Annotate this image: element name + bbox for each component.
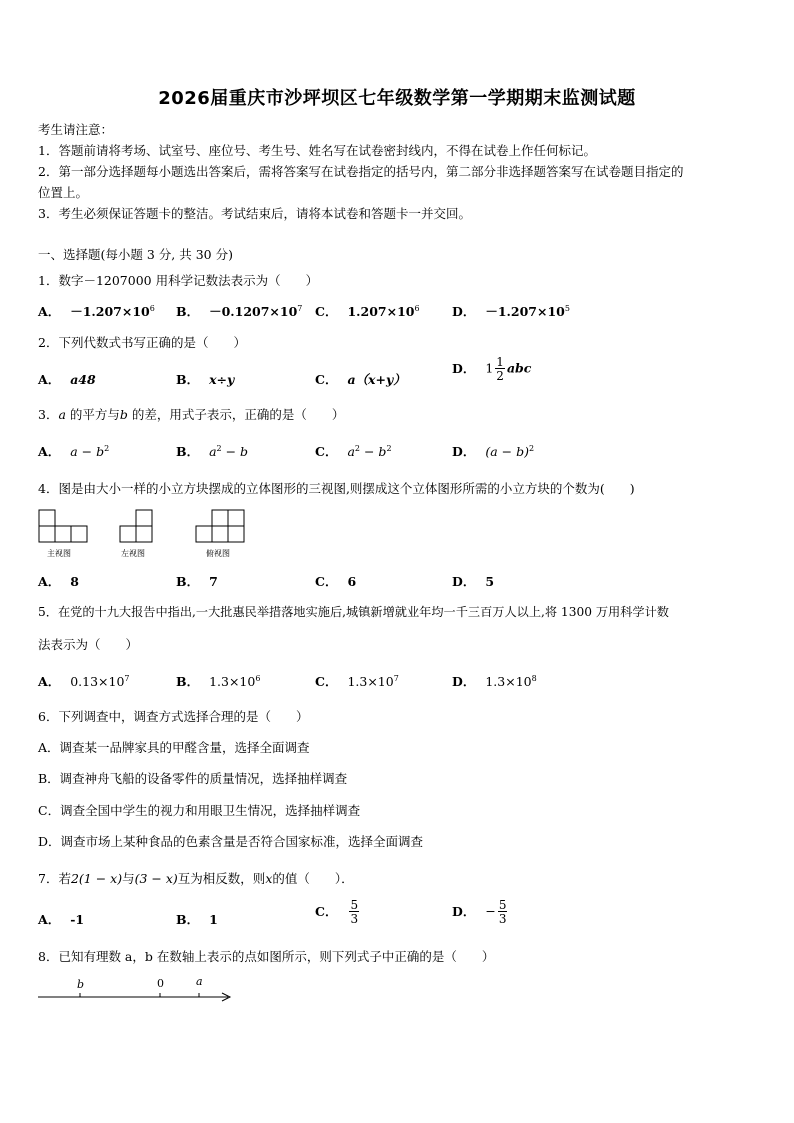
number-line-label-b: b (77, 978, 85, 991)
q7-option-d: D． − $\frac{5}{3}$ (452, 898, 507, 926)
notice-item-1: 1．答题前请将考场、试室号、座位号、考生号、姓名写在试卷密封线内，不得在试卷上作任何标记。 (38, 143, 596, 158)
q5-option-c: C． $1.3\times 10^7$ (315, 673, 399, 689)
notice-item-2-cont: 位置上。 (38, 185, 89, 200)
q7-option-b: B． 1 (176, 912, 218, 927)
page-title: 2026届重庆市沙坪坝区七年级数学第一学期期末监测试题 (158, 88, 636, 109)
q4-option-d: D． 5 (452, 574, 495, 589)
q6-option-c: C．调查全国中学生的视力和用眼卫生情况，选择抽样调查 (38, 803, 361, 818)
front-view-figure (38, 509, 90, 543)
q2-option-b: B． x÷y (176, 372, 235, 387)
q6-option-b: B．调查神舟飞船的设备零件的质量情况，选择抽样调查 (38, 771, 348, 786)
q2-option-a: A． a48 (38, 372, 96, 387)
question-6-stem: 6．下列调查中，调查方式选择合理的是（ ） (38, 709, 309, 724)
question-2-stem: 2．下列代数式书写正确的是（ ） (38, 335, 246, 350)
q6-option-d: D．调查市场上某种食品的色素含量是否符合国家标准，选择全面调查 (38, 834, 424, 849)
q4-option-a: A． 8 (38, 574, 79, 589)
q7-option-c: C． $\frac{5}{3}$ (315, 898, 359, 926)
q5-option-d: D． $1.3\times 10^8$ (452, 673, 537, 689)
number-line-label-zero: 0 (157, 977, 164, 990)
side-view-label: 左视图 (121, 549, 145, 558)
q4-option-b: B． 7 (176, 574, 218, 589)
q1-option-c: C． $1.207\times 10^6$ (315, 303, 420, 319)
side-view-figure (119, 509, 155, 543)
question-5-stem: 5．在党的十九大报告中指出,一大批惠民举措落地实施后,城镇新增就业年均一千三百万人以上,将 1300 万用科学计数 (38, 605, 669, 619)
question-8-stem: 8．已知有理数 a，b 在数轴上表示的点如图所示，则下列式子中正确的是（ ） (38, 949, 495, 964)
q3-option-c: C． $a^2 - b^2$ (315, 443, 392, 459)
q1-option-a: A． $-1.207\times 10^6$ (38, 303, 155, 319)
q3-option-a: A． $a - b^2$ (38, 443, 110, 459)
q1-option-d: D． $-1.207\times 10^5$ (452, 303, 570, 319)
question-4-stem: 4．图是由大小一样的小立方块摆成的立体图形的三视图,则摆成这个立体图形所需的小立方块的个数为( ) (38, 481, 635, 496)
notice-heading: 考生请注意： (38, 122, 114, 137)
q1-option-b: B． $-0.1207\times 10^7$ (176, 303, 303, 319)
q2-option-d: D． 1 $\frac{1}{2}$ abc (452, 355, 532, 383)
number-line-figure (36, 975, 236, 1005)
front-view-label: 主视图 (47, 549, 71, 558)
q6-option-a: A．调查某一品牌家具的甲醛含量，选择全面调查 (38, 740, 310, 755)
q3-option-d: D． $(a - b)^2$ (452, 443, 535, 459)
question-5-stem-cont: 法表示为（ ） (38, 637, 139, 652)
q2-option-c: C． a（x+y） (315, 372, 406, 387)
q4-option-c: C． 6 (315, 574, 357, 589)
section-heading: 一、选择题(每小题 3 分, 共 30 分) (38, 247, 233, 262)
q7-option-a: A． -1 (38, 912, 85, 927)
q5-option-b: B． $1.3\times 10^6$ (176, 673, 261, 689)
question-1-stem: 1．数字－1207000 用科学记数法表示为（ ） (38, 273, 319, 288)
top-view-label: 俯视图 (206, 549, 230, 558)
top-view-figure (195, 509, 247, 543)
q5-option-a: A． $0.13\times 10^7$ (38, 673, 130, 689)
notice-item-3: 3．考生必须保证答题卡的整洁。考试结束后，请将本试卷和答题卡一并交回。 (38, 206, 471, 221)
notice-item-2: 2．第一部分选择题每小题选出答案后，需将答案写在试卷指定的括号内，第二部分非选择题答案写在试卷题目指定的 (38, 164, 684, 179)
question-3-stem: 3．a 的平方与b 的差，用式子表示，正确的是（ ） (38, 407, 345, 422)
question-7-stem: 7．若2(1 − x)与(3 − x)互为相反数，则x的值（ ）． (38, 871, 354, 886)
number-line-label-a: a (196, 975, 203, 988)
q3-option-b: B． $a^2 - b$ (176, 443, 249, 459)
